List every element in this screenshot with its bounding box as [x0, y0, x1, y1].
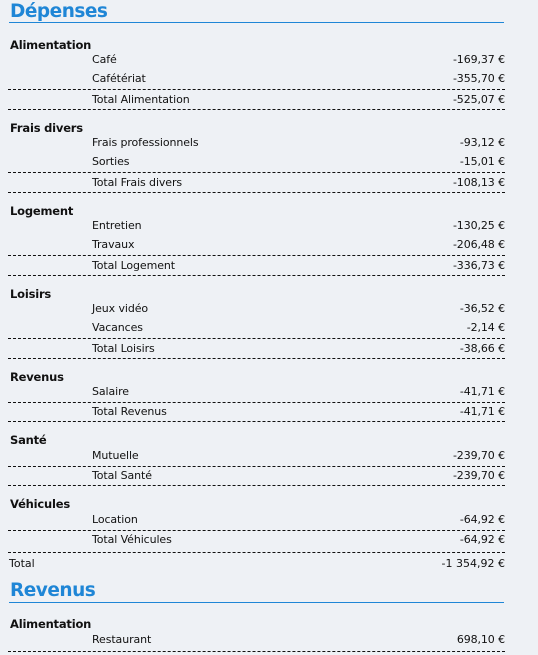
line-item-label: Mutuelle	[92, 449, 139, 462]
line-item-label: Café	[92, 53, 117, 66]
dashed-separator	[8, 358, 505, 359]
section-title-rule	[9, 602, 504, 603]
subtotal-label: Total Alimentation	[92, 93, 190, 106]
subtotal-amount: -239,70 €	[452, 469, 505, 482]
line-item-amount: -64,92 €	[459, 513, 505, 526]
subtotal-label: Total Santé	[92, 469, 152, 482]
section-title-rule	[9, 22, 504, 23]
dashed-separator	[8, 89, 505, 90]
line-item-amount: -206,48 €	[452, 238, 505, 251]
subtotal-amount: -64,92 €	[459, 533, 505, 546]
dashed-separator	[8, 466, 505, 467]
section-title-revenus: Revenus	[10, 580, 96, 601]
line-item-amount: -36,52 €	[459, 302, 505, 315]
line-item-label: Frais professionnels	[92, 136, 199, 149]
dashed-separator	[8, 255, 505, 256]
subtotal-amount: -41,71 €	[459, 405, 505, 418]
dashed-separator	[8, 109, 505, 110]
line-item-label: Travaux	[92, 238, 135, 251]
line-item-label: Cafétériat	[92, 72, 146, 85]
line-item-amount: -239,70 €	[452, 449, 505, 462]
line-item-label: Salaire	[92, 385, 129, 398]
category-revenus: Revenus	[10, 370, 64, 384]
grand-total-label: Total	[9, 557, 35, 570]
line-item-amount: -15,01 €	[459, 155, 505, 168]
subtotal-amount: -38,66 €	[459, 342, 505, 355]
subtotal-amount: -525,07 €	[452, 93, 505, 106]
line-item-amount: -355,70 €	[452, 72, 505, 85]
subtotal-amount: -336,73 €	[452, 259, 505, 272]
line-item-label: Restaurant	[92, 633, 152, 646]
dashed-separator	[8, 485, 505, 486]
line-item-label: Entretien	[92, 219, 142, 232]
line-item-amount: -93,12 €	[459, 136, 505, 149]
subtotal-label: Total Revenus	[92, 405, 167, 418]
dashed-separator	[8, 552, 505, 553]
line-item-amount: -41,71 €	[459, 385, 505, 398]
line-item-amount: -169,37 €	[452, 53, 505, 66]
line-item-label: Jeux vidéo	[92, 302, 149, 315]
dashed-separator	[8, 402, 505, 403]
line-item-amount: -2,14 €	[466, 321, 505, 334]
line-item-label: Sorties	[92, 155, 130, 168]
line-item-amount: 698,10 €	[456, 633, 505, 646]
category-sante: Santé	[10, 433, 47, 447]
dashed-separator	[8, 192, 505, 193]
category-alimentation: Alimentation	[10, 38, 92, 52]
dashed-separator	[8, 172, 505, 173]
dashed-separator	[8, 275, 505, 276]
grand-total-amount: -1 354,92 €	[441, 557, 505, 570]
section-title-depenses: Dépenses	[10, 1, 108, 22]
dashed-separator	[8, 338, 505, 339]
dashed-separator	[8, 421, 505, 422]
subtotal-label: Total Véhicules	[92, 533, 172, 546]
subtotal-label: Total Loisirs	[92, 342, 155, 355]
category-frais-divers: Frais divers	[10, 121, 83, 135]
subtotal-amount: -108,13 €	[452, 176, 505, 189]
category-vehicules: Véhicules	[10, 497, 70, 511]
category-logement: Logement	[10, 204, 74, 218]
line-item-label: Vacances	[92, 321, 143, 334]
dashed-separator	[8, 651, 505, 652]
subtotal-label: Total Logement	[92, 259, 175, 272]
category-alimentation: Alimentation	[10, 617, 92, 631]
line-item-amount: -130,25 €	[452, 219, 505, 232]
subtotal-label: Total Frais divers	[92, 176, 183, 189]
dashed-separator	[8, 530, 505, 531]
line-item-label: Location	[92, 513, 138, 526]
category-loisirs: Loisirs	[10, 287, 52, 301]
